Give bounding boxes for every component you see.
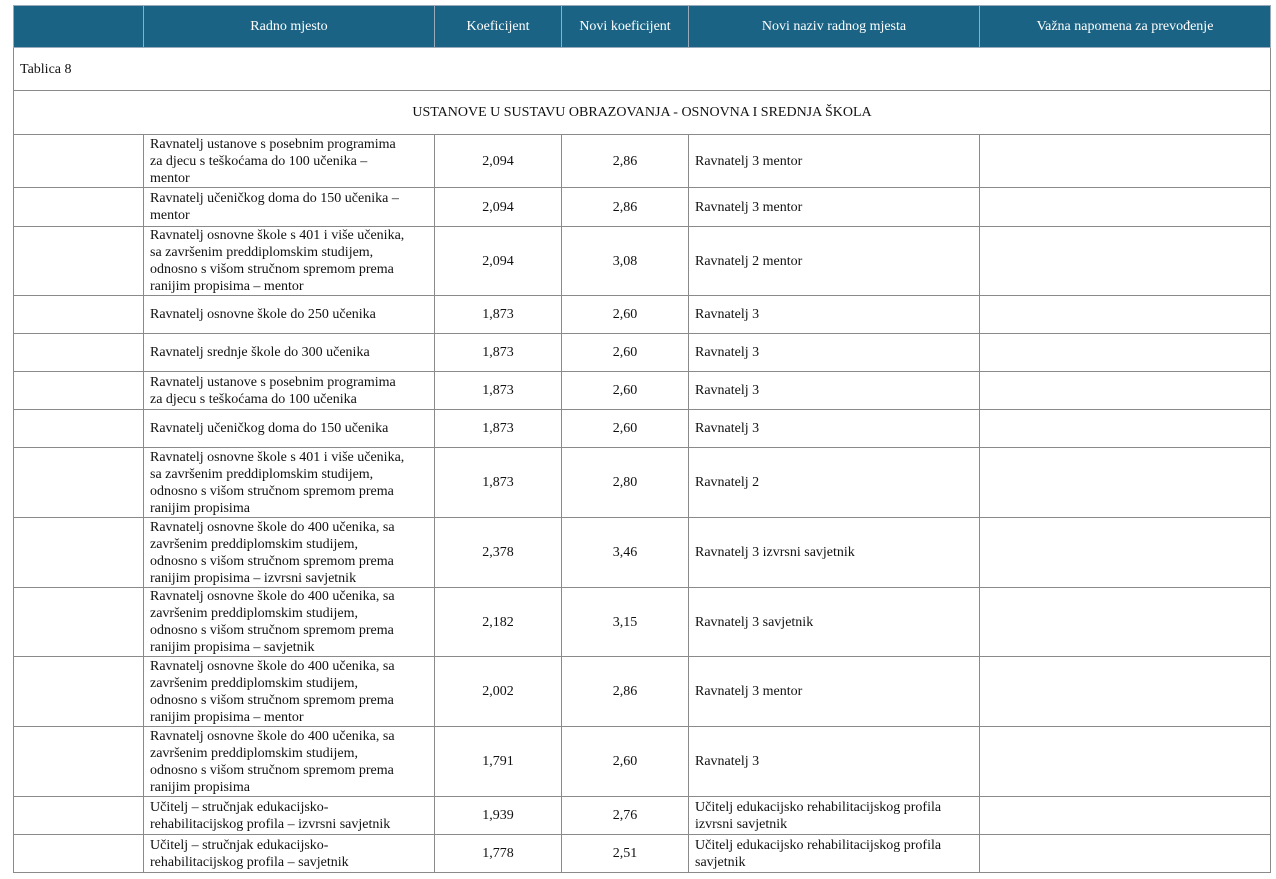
- novi-koeficijent-cell: 2,86: [562, 135, 689, 188]
- koeficijent-cell: 1,791: [435, 727, 562, 797]
- koeficijent-cell: 2,378: [435, 518, 562, 588]
- novi-koeficijent-cell: 2,60: [562, 296, 689, 334]
- napomena-cell: [980, 518, 1271, 588]
- radno-mjesto-cell: Ravnatelj osnovne škole s 401 i više učenika, sa završenim preddiplomskim studijem, odnosno s višom stručnom spremom prema ranijim propisima: [144, 448, 435, 518]
- radno-mjesto-cell: Učitelj – stručnjak edukacijsko- rehabilitacijskog profila – izvrsni savjetnik: [144, 797, 435, 835]
- koeficijent-cell: 2,002: [435, 657, 562, 727]
- table-row: [14, 410, 1271, 448]
- novi-koeficijent-cell: 3,08: [562, 227, 689, 296]
- napomena-cell: [980, 334, 1271, 372]
- column-header-blank: [14, 6, 144, 48]
- novi-koeficijent-cell: 2,60: [562, 334, 689, 372]
- novi-koeficijent-cell: 2,51: [562, 835, 689, 873]
- novi-naziv-cell: Ravnatelj 3 mentor: [689, 188, 980, 227]
- radno-mjesto-cell: Ravnatelj učeničkog doma do 150 učenika – mentor: [144, 188, 435, 227]
- table-row: [14, 657, 1271, 727]
- napomena-cell: [980, 188, 1271, 227]
- napomena-cell: [980, 657, 1271, 727]
- koeficijent-cell: 2,094: [435, 188, 562, 227]
- row-blank-cell: [14, 372, 144, 410]
- koeficijent-cell: 2,182: [435, 588, 562, 657]
- table-row: [14, 135, 1271, 188]
- table-heading: USTANOVE U SUSTAVU OBRAZOVANJA - OSNOVNA I SREDNJA ŠKOLA: [14, 91, 1271, 135]
- novi-koeficijent-cell: 2,76: [562, 797, 689, 835]
- table-row: [14, 588, 1271, 657]
- column-header-radno-mjesto: Radno mjesto: [144, 6, 435, 48]
- novi-naziv-cell: Ravnatelj 3 mentor: [689, 135, 980, 188]
- row-blank-cell: [14, 410, 144, 448]
- row-blank-cell: [14, 334, 144, 372]
- radno-mjesto-cell: Ravnatelj osnovne škole do 250 učenika: [144, 296, 435, 334]
- row-blank-cell: [14, 835, 144, 873]
- salary-coefficient-table: [13, 5, 1271, 873]
- row-blank-cell: [14, 727, 144, 797]
- napomena-cell: [980, 372, 1271, 410]
- radno-mjesto-cell: Ravnatelj učeničkog doma do 150 učenika: [144, 410, 435, 448]
- table-row: [14, 797, 1271, 835]
- radno-mjesto-cell: Ravnatelj osnovne škole do 400 učenika, sa završenim preddiplomskim studijem, odnosno s višom stručnom spremom prema ranijim propisima – savjetnik: [144, 588, 435, 657]
- column-header-row: [14, 6, 1271, 48]
- novi-koeficijent-cell: 2,86: [562, 657, 689, 727]
- novi-naziv-cell: Ravnatelj 3 savjetnik: [689, 588, 980, 657]
- novi-naziv-cell: Ravnatelj 3 izvrsni savjetnik: [689, 518, 980, 588]
- novi-naziv-cell: Ravnatelj 3: [689, 296, 980, 334]
- row-blank-cell: [14, 227, 144, 296]
- table-row: [14, 372, 1271, 410]
- row-blank-cell: [14, 518, 144, 588]
- table-row: [14, 835, 1271, 873]
- napomena-cell: [980, 797, 1271, 835]
- row-blank-cell: [14, 657, 144, 727]
- row-blank-cell: [14, 135, 144, 188]
- koeficijent-cell: 1,873: [435, 448, 562, 518]
- novi-naziv-cell: Ravnatelj 3: [689, 334, 980, 372]
- table-row: [14, 448, 1271, 518]
- row-blank-cell: [14, 188, 144, 227]
- table-row: [14, 727, 1271, 797]
- table-row: [14, 296, 1271, 334]
- radno-mjesto-cell: Ravnatelj osnovne škole do 400 učenika, sa završenim preddiplomskim studijem, odnosno s višom stručnom spremom prema ranijim propisima – izvrsni savjetnik: [144, 518, 435, 588]
- column-header-novi-naziv: Novi naziv radnog mjesta: [689, 6, 980, 48]
- novi-naziv-cell: Ravnatelj 2: [689, 448, 980, 518]
- novi-naziv-cell: Učitelj edukacijsko rehabilitacijskog profila izvrsni savjetnik: [689, 797, 980, 835]
- novi-naziv-cell: Učitelj edukacijsko rehabilitacijskog profila savjetnik: [689, 835, 980, 873]
- table-row: [14, 518, 1271, 588]
- column-header-koeficijent: Koeficijent: [435, 6, 562, 48]
- radno-mjesto-cell: Ravnatelj ustanove s posebnim programima za djecu s teškoćama do 100 učenika – mentor: [144, 135, 435, 188]
- novi-naziv-cell: Ravnatelj 3: [689, 372, 980, 410]
- row-blank-cell: [14, 797, 144, 835]
- table-body: [14, 135, 1271, 873]
- novi-koeficijent-cell: 3,15: [562, 588, 689, 657]
- radno-mjesto-cell: Ravnatelj osnovne škole do 400 učenika, sa završenim preddiplomskim studijem, odnosno s višom stručnom spremom prema ranijim propisima – mentor: [144, 657, 435, 727]
- novi-koeficijent-cell: 2,80: [562, 448, 689, 518]
- koeficijent-cell: 1,939: [435, 797, 562, 835]
- novi-naziv-cell: Ravnatelj 2 mentor: [689, 227, 980, 296]
- novi-koeficijent-cell: 3,46: [562, 518, 689, 588]
- napomena-cell: [980, 588, 1271, 657]
- table-row: [14, 334, 1271, 372]
- napomena-cell: [980, 448, 1271, 518]
- koeficijent-cell: 2,094: [435, 227, 562, 296]
- napomena-cell: [980, 296, 1271, 334]
- radno-mjesto-cell: Ravnatelj ustanove s posebnim programima za djecu s teškoćama do 100 učenika: [144, 372, 435, 410]
- table-row: [14, 227, 1271, 296]
- radno-mjesto-cell: Učitelj – stručnjak edukacijsko- rehabilitacijskog profila – savjetnik: [144, 835, 435, 873]
- novi-naziv-cell: Ravnatelj 3: [689, 410, 980, 448]
- table-label: Tablica 8: [14, 48, 1271, 91]
- koeficijent-cell: 1,873: [435, 296, 562, 334]
- novi-koeficijent-cell: 2,60: [562, 372, 689, 410]
- napomena-cell: [980, 135, 1271, 188]
- koeficijent-cell: 2,094: [435, 135, 562, 188]
- radno-mjesto-cell: Ravnatelj srednje škole do 300 učenika: [144, 334, 435, 372]
- row-blank-cell: [14, 296, 144, 334]
- napomena-cell: [980, 410, 1271, 448]
- napomena-cell: [980, 727, 1271, 797]
- koeficijent-cell: 1,873: [435, 410, 562, 448]
- row-blank-cell: [14, 588, 144, 657]
- radno-mjesto-cell: Ravnatelj osnovne škole s 401 i više učenika, sa završenim preddiplomskim studijem, odnosno s višom stručnom spremom prema ranijim propisima – mentor: [144, 227, 435, 296]
- koeficijent-cell: 1,873: [435, 372, 562, 410]
- table-row: [14, 188, 1271, 227]
- novi-koeficijent-cell: 2,86: [562, 188, 689, 227]
- novi-naziv-cell: Ravnatelj 3 mentor: [689, 657, 980, 727]
- koeficijent-cell: 1,873: [435, 334, 562, 372]
- koeficijent-cell: 1,778: [435, 835, 562, 873]
- radno-mjesto-cell: Ravnatelj osnovne škole do 400 učenika, sa završenim preddiplomskim studijem, odnosno s višom stručnom spremom prema ranijim propisima: [144, 727, 435, 797]
- column-header-napomena: Važna napomena za prevođenje: [980, 6, 1271, 48]
- napomena-cell: [980, 227, 1271, 296]
- column-header-novi-koeficijent: Novi koeficijent: [562, 6, 689, 48]
- row-blank-cell: [14, 448, 144, 518]
- novi-koeficijent-cell: 2,60: [562, 727, 689, 797]
- napomena-cell: [980, 835, 1271, 873]
- novi-koeficijent-cell: 2,60: [562, 410, 689, 448]
- novi-naziv-cell: Ravnatelj 3: [689, 727, 980, 797]
